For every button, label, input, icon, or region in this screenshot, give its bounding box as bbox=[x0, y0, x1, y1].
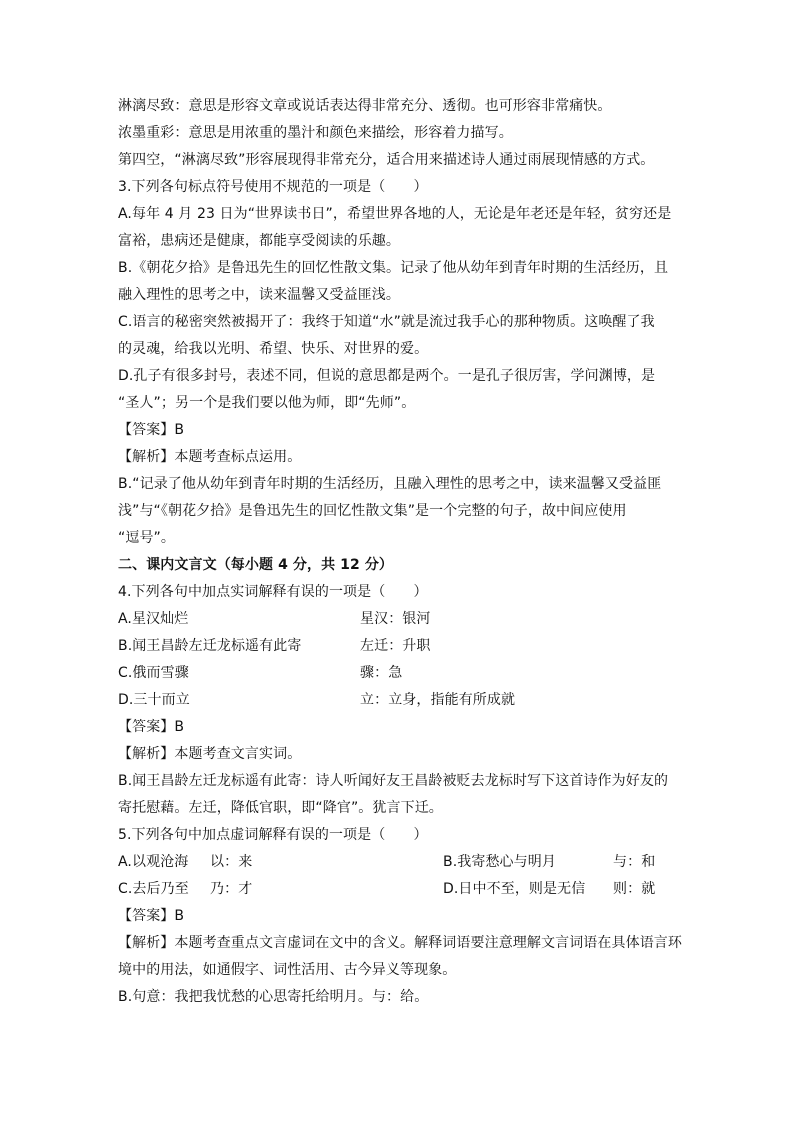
option-d-cont: “圣人”；另一个是我们要以他为师，即“先师”。 bbox=[118, 395, 416, 411]
q5-analysis: 【解析】本题考查重点文言虚词在文中的含义。解释词语要注意理解文言词语在具体语言环 bbox=[118, 935, 682, 951]
q5-option-text: A.以观沧海 bbox=[118, 854, 189, 870]
text-line: 浓墨重彩：意思是用浓重的墨汁和颜色来描绘，形容着力描写。 bbox=[118, 125, 513, 141]
q4-answer: 【答案】B bbox=[118, 719, 185, 735]
option-b: B.《朝花夕拾》是鲁迅先生的回忆性散文集。记录了他从幼年到青年时期的生活经历，且 bbox=[118, 260, 669, 276]
question-3-stem: 3.下列各句标点符号使用不规范的一项是（ ） bbox=[118, 179, 428, 195]
q4-explanation-cont: 寄托慰藉。左迁，降低官职，即“降官”。犹言下迁。 bbox=[118, 800, 443, 816]
text-line: 淋漓尽致：意思是形容文章或说话表达得非常充分、透彻。也可形容非常痛快。 bbox=[118, 98, 612, 114]
analysis-label: 【解析】本题考查标点运用。 bbox=[118, 449, 302, 465]
option-a: A.每年 4 月 23 日为“世界读书日”，希望世界各地的人，无论是年老还是年轻，贫穷还是 bbox=[118, 206, 672, 222]
section-heading: 二、课内文言文（每小题 4 分，共 12 分） bbox=[118, 557, 394, 573]
q5-option-gloss: 乃：才 bbox=[210, 881, 253, 897]
q5-analysis-cont: 境中的用法，如通假字、词性活用、古今异义等现象。 bbox=[118, 962, 457, 978]
option-a-cont: 富裕，患病还是健康，都能享受阅读的乐趣。 bbox=[118, 233, 400, 249]
explanation-line: B.“记录了他从幼年到青年时期的生活经历，且融入理性的思考之中，读来温馨又受益匪 bbox=[118, 476, 662, 492]
question-4-stem: 4.下列各句中加点实词解释有误的一项是（ ） bbox=[118, 584, 428, 600]
q4-option-gloss: 骤：急 bbox=[360, 665, 403, 681]
q4-analysis: 【解析】本题考查文言实词。 bbox=[118, 746, 302, 762]
option-d: D.孔子有很多封号，表述不同，但说的意思都是两个。一是孔子很厉害，学问渊博，是 bbox=[118, 368, 656, 384]
q4-option-gloss: 立：立身，指能有所成就 bbox=[360, 692, 516, 708]
q4-explanation: B.闻王昌龄左迁龙标遥有此寄：诗人听闻好友王昌龄被贬去龙标时写下这首诗作为好友的 bbox=[118, 773, 669, 789]
answer-label: 【答案】B bbox=[118, 422, 185, 438]
option-c: C.语言的秘密突然被揭开了：我终于知道“水”就是流过我手心的那种物质。这唤醒了我 bbox=[118, 314, 655, 330]
q5-answer: 【答案】B bbox=[118, 908, 185, 924]
q5-explanation: B.句意：我把我忧愁的心思寄托给明月。与：给。 bbox=[118, 989, 429, 1005]
question-5-stem: 5.下列各句中加点虚词解释有误的一项是（ ） bbox=[118, 827, 428, 843]
q5-option-gloss: 与：和 bbox=[613, 854, 656, 870]
q5-option-text: D.日中不至，则是无信 bbox=[443, 881, 586, 897]
q5-option-gloss: 以：来 bbox=[210, 854, 253, 870]
explanation-line: 浅”与“《朝花夕拾》是鲁迅先生的回忆性散文集”是一个完整的句子，故中间应使用 bbox=[118, 503, 627, 519]
q4-option-gloss: 星汉：银河 bbox=[360, 611, 431, 627]
explanation-line: “逗号”。 bbox=[118, 530, 176, 546]
q4-option-text: B.闻王昌龄左迁龙标遥有此寄 bbox=[118, 638, 302, 654]
option-c-cont: 的灵魂，给我以光明、希望、快乐、对世界的爱。 bbox=[118, 341, 429, 357]
q5-option-gloss: 则：就 bbox=[613, 881, 656, 897]
q5-option-text: B.我寄愁心与明月 bbox=[443, 854, 556, 870]
q4-option-text: D.三十而立 bbox=[118, 692, 190, 708]
text-line: 第四空，“淋漓尽致”形容展现得非常充分，适合用来描述诗人通过雨展现情感的方式。 bbox=[118, 152, 655, 168]
option-b-cont: 融入理性的思考之中，读来温馨又受益匪浅。 bbox=[118, 287, 400, 303]
q5-option-text: C.去后乃至 bbox=[118, 881, 189, 897]
q4-option-text: C.俄而雪骤 bbox=[118, 665, 189, 681]
q4-option-text: A.星汉灿烂 bbox=[118, 611, 189, 627]
q4-option-gloss: 左迁：升职 bbox=[360, 638, 431, 654]
